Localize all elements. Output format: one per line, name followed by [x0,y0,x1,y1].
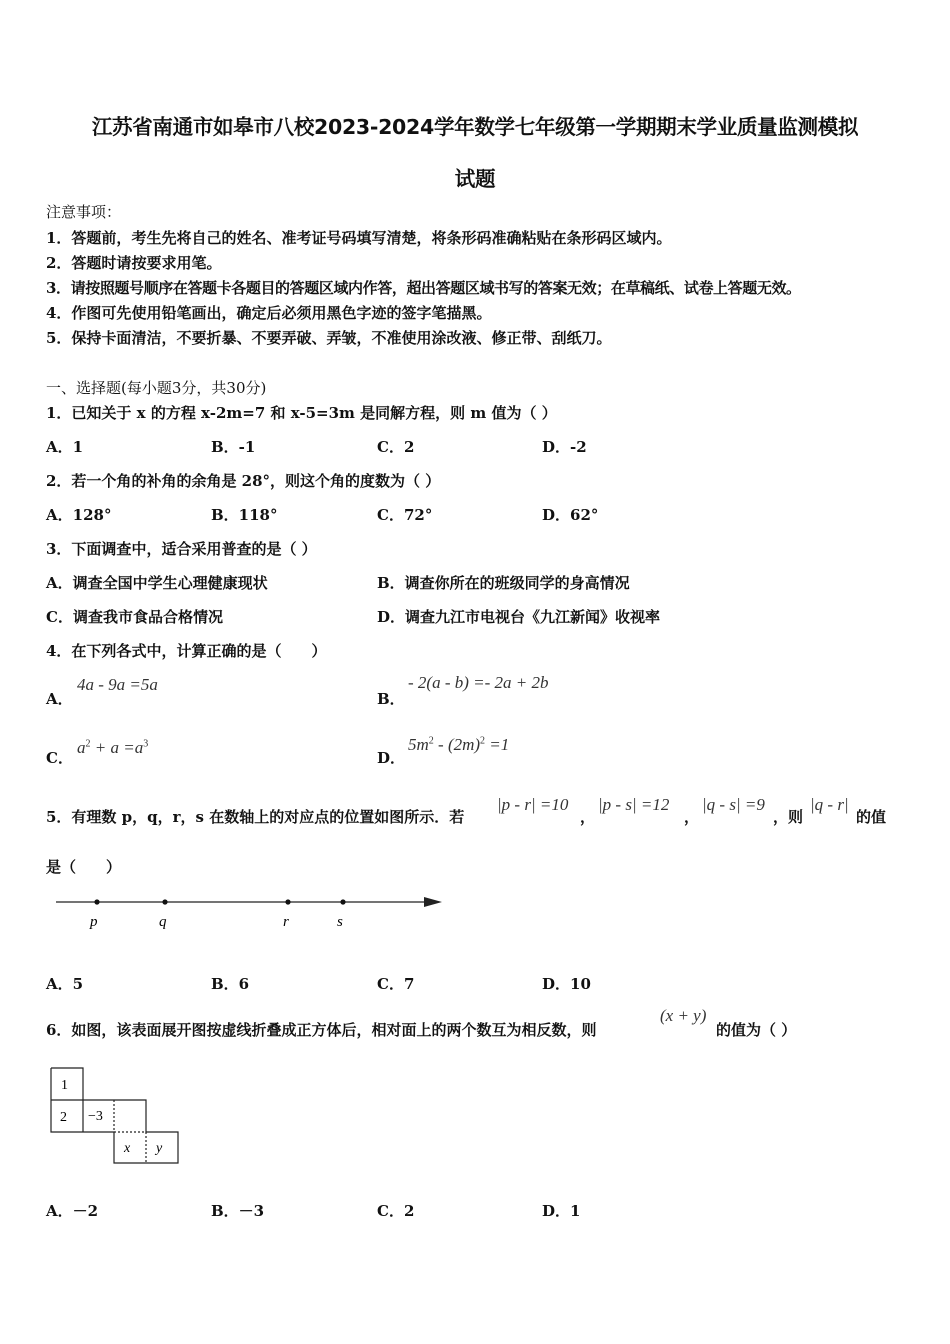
q1-option-b[interactable]: B．-1 [211,438,256,456]
q6-option-b[interactable]: B．－3 [211,1202,265,1220]
point-q [162,899,167,904]
q5-option-c[interactable]: C．7 [377,975,415,993]
q6-option-d[interactable]: D．1 [542,1202,581,1220]
q2-option-b[interactable]: B．118° [211,506,278,524]
q1-option-c[interactable]: C．2 [377,438,415,456]
question-3-stem: 3．下面调查中，适合采用普查的是（ ） [46,540,317,558]
question-4-stem: 4．在下列各式中，计算正确的是（ ） [46,642,327,660]
q3-option-a[interactable]: A．调查全国中学生心理健康现状 [46,574,268,592]
point-r [285,899,290,904]
q3-option-c[interactable]: C．调查我市食品合格情况 [46,608,223,626]
cell-1: 1 [61,1078,68,1093]
q4-option-d-expr: $5m^2 - (2m)^2 =1$ [408,735,510,754]
label-r: r [283,914,289,930]
q2-option-a[interactable]: A．128° [46,506,112,524]
q5-sep: ， [580,808,596,826]
point-s [340,899,345,904]
cube-net-figure [48,1066,183,1166]
q5-stem-cont: 是（ ） [46,858,122,876]
page-title: 江苏省南通市如皋市八校2023-2024学年数学七年级第一学期期末学业质量监测模拟 [91,115,859,139]
q4-option-d-label[interactable]: D． [377,749,406,767]
q5-option-a[interactable]: A．5 [46,975,84,993]
q3-option-b[interactable]: B．调查你所在的班级同学的身高情况 [377,574,630,592]
q6-stem-end: 的值为（ ） [716,1021,797,1039]
q3-option-d[interactable]: D．调查九江市电视台《九江新闻》收视率 [377,608,661,626]
notice-item: 3．请按照题号顺序在答题卡各题目的答题区域内作答，超出答题区域书写的答案无效；在草稿纸、试卷上答题无效。 [46,279,801,297]
q5-stem-mid: ，则 [773,808,804,826]
notice-item: 2．答题时请按要求用笔。 [46,254,222,272]
q6-expr-x-plus-y: (x + y) [660,1006,707,1025]
q4-option-a-label[interactable]: A． [46,690,73,708]
q5-stem-end: 的值 [856,808,887,826]
notice-heading: 注意事项： [46,203,122,221]
q5-abs-qs: |q - s| =9 [702,795,765,814]
q5-option-d[interactable]: D．10 [542,975,591,993]
label-p: p [90,914,98,930]
q4-option-a-expr: 4a - 9a =5a [77,675,158,694]
question-2-stem: 2．若一个角的补角的余角是 28°，则这个角的度数为（ ） [46,472,441,490]
point-p [94,899,99,904]
q5-abs-pr: |p - r| =10 [497,795,569,814]
number-line-figure [50,888,450,938]
q5-abs-qr: |q - r| [810,795,849,814]
q1-option-d[interactable]: D．-2 [542,438,587,456]
question-1-stem: 1．已知关于 x 的方程 x-2m=7 和 x-5=3m 是同解方程，则 m 值为（ ） [46,404,557,422]
q2-option-c[interactable]: C．72° [377,506,433,524]
q6-option-c[interactable]: C．2 [377,1202,415,1220]
q5-option-b[interactable]: B．6 [211,975,250,993]
q4-option-b-label[interactable]: B． [377,690,405,708]
arrow-head-icon [424,897,442,907]
cell-2: 2 [60,1110,67,1125]
q1-option-a[interactable]: A．1 [46,438,84,456]
cell-x: x [124,1141,131,1156]
section-heading: 一、选择题(每小题3分，共30分) [46,379,267,397]
question-5-stem: 5．有理数 p，q，r，s 在数轴上的对应点的位置如图所示．若 [46,808,465,826]
q5-sep: ， [684,808,700,826]
q6-option-a[interactable]: A．－2 [46,1202,99,1220]
q4-option-b-expr: - 2(a - b) =- 2a + 2b [408,673,549,692]
cell-minus-3: −3 [88,1109,103,1124]
q5-abs-ps: |p - s| =12 [598,795,670,814]
notice-item: 4．作图可先使用铅笔画出，确定后必须用黑色字迹的签字笔描黑。 [46,304,492,322]
label-q: q [159,914,167,930]
cell-y: y [156,1141,163,1156]
q4-option-c-expr: $a^2 + a =a^3$ [77,738,149,757]
q4-option-c-label[interactable]: C． [46,749,73,767]
notice-item: 5．保持卡面清洁，不要折暴、不要弄破、弄皱，不准使用涂改液、修正带、刮纸刀。 [46,329,612,347]
page-title-cont: 试题 [454,167,496,191]
question-6-stem: 6．如图，该表面展开图按虚线折叠成正方体后，相对面上的两个数互为相反数，则 [46,1021,597,1039]
label-s: s [337,914,343,930]
q2-option-d[interactable]: D．62° [542,506,599,524]
notice-item: 1．答题前，考生先将自己的姓名、准考证号码填写清楚，将条形码准确粘贴在条形码区域内。 [46,229,672,247]
